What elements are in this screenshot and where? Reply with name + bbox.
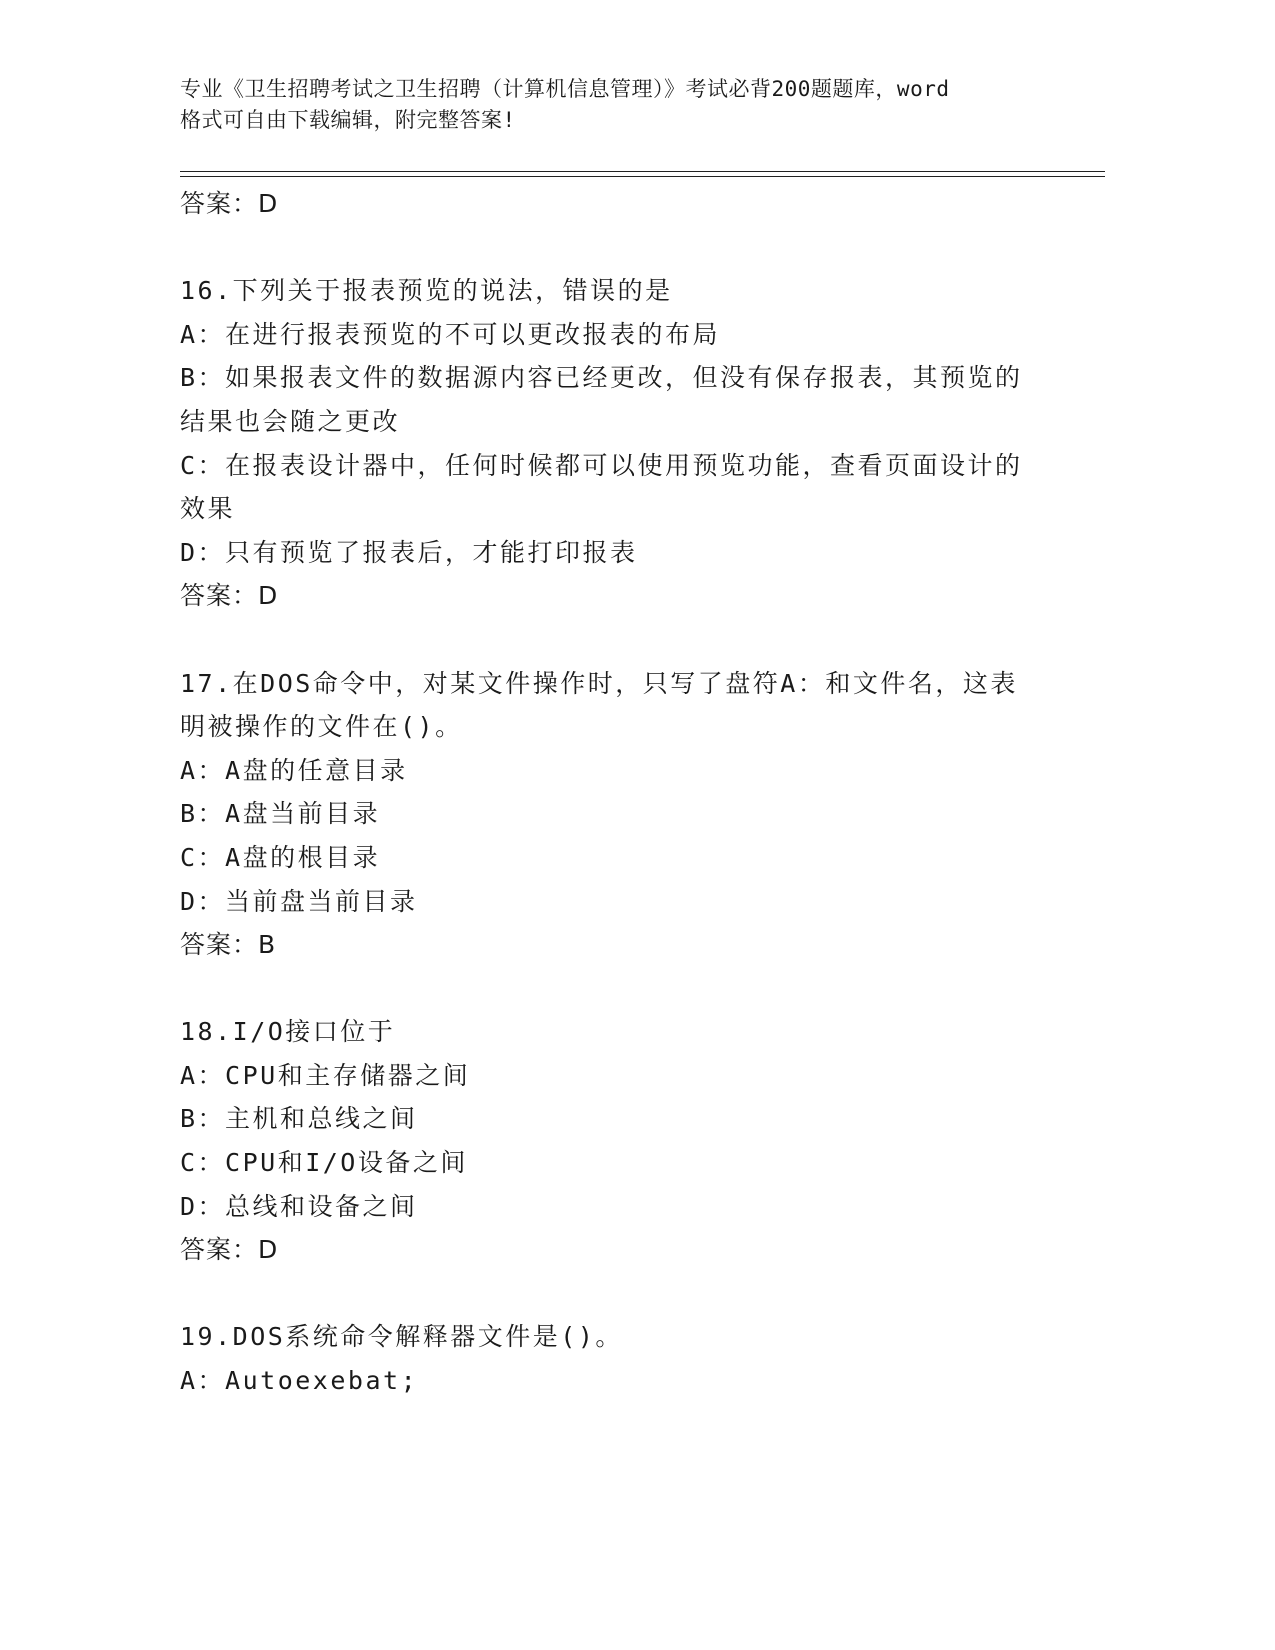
answer-line: 答案：D [180,1235,279,1265]
option-line: B：如果报表文件的数据源内容已经更改，但没有保存报表，其预览的 [180,363,1023,393]
question-stem: 明被操作的文件在()。 [180,712,463,742]
header-divider-bottom [180,176,1105,177]
header-divider-top [180,171,1105,172]
option-line: A：A盘的任意目录 [180,755,408,785]
option-line: 效果 [180,494,236,524]
option-line: C：CPU和I/O设备之间 [180,1148,468,1178]
option-line: A：CPU和主存储器之间 [180,1060,471,1090]
question-spacer [180,618,1080,662]
document-header [180,74,1080,136]
answer-line: 答案：B [180,930,277,960]
option-line: C：A盘的根目录 [180,842,381,872]
answer-line: 答案：D [180,581,279,611]
option-line: D：总线和设备之间 [180,1191,418,1221]
question-block [180,1010,1080,1272]
question-stem: 17.在DOS命令中，对某文件操作时，只写了盘符A：和文件名，这表 [180,668,1018,698]
question-block [180,1315,1080,1402]
option-line: B：A盘当前目录 [180,799,381,829]
option-line: 结果也会随之更改 [180,406,401,436]
option-line: C：在报表设计器中，任何时候都可以使用预览功能，查看页面设计的 [180,450,1023,480]
question-spacer [180,226,1080,270]
question-block [180,269,1080,618]
question-stem: 16.下列关于报表预览的说法，错误的是 [180,276,673,306]
option-line: A：在进行报表预览的不可以更改报表的布局 [180,319,721,349]
header-line-1: 专业《卫生招聘考试之卫生招聘（计算机信息管理）》考试必背200题题库，word [180,77,950,101]
question-stem: 18.I/O接口位于 [180,1017,396,1047]
option-line: A：Autoexebat; [180,1366,419,1396]
question-stem: 19.DOS系统命令解释器文件是()。 [180,1322,623,1352]
question-list [180,182,1080,1403]
question-block [180,662,1080,967]
option-line: B：主机和总线之间 [180,1104,418,1134]
answer-line: 答案：D [180,189,279,218]
question-spacer [180,967,1080,1011]
option-line: D：当前盘当前目录 [180,886,418,916]
question-spacer [180,1272,1080,1316]
option-line: D：只有预览了报表后，才能打印报表 [180,537,638,567]
header-line-2: 格式可自由下载编辑，附完整答案! [180,108,516,132]
